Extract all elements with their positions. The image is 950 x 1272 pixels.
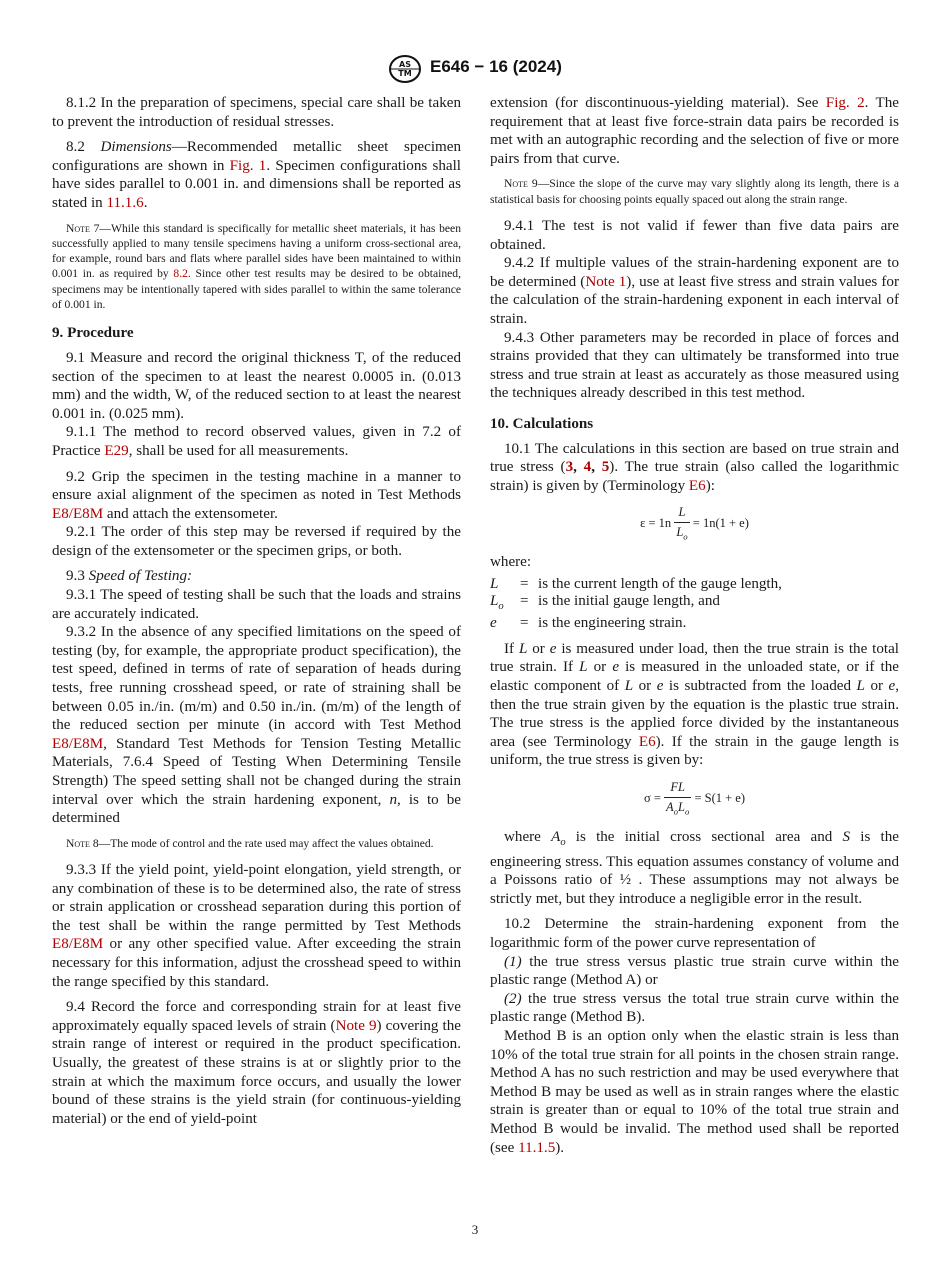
para-where-ao: where $A_o$ is the initial cross sectional area and S is the engineering stress. This equation assumes constancy of volume and a Poissons ratio of ½ . These assumptions may not always be strictly met, but they introduce a negligible error in the result. [490, 829, 899, 907]
para-9-3: 9.3 Speed of Testing: [66, 568, 193, 585]
para-10-2-item-2: (2) the true stress versus the total true strain curve within the plastic range (Method B). [490, 990, 899, 1026]
svg-text:AS: AS [399, 60, 411, 69]
astm-logo-icon [385, 54, 425, 84]
para-9-4-3: 9.4.3 Other parameters may be recorded in place of forces and strains provided that they can ultimately be transformed into true stress and true strain at least as accurately as those measured using the techniques already described in this test method. [490, 329, 899, 402]
def-row: $L_o$ = is the initial gauge length, and [490, 592, 720, 612]
section-9-heading: 9. Procedure [52, 325, 134, 342]
para-9-4-2: 9.4.2 If multiple values of the strain-hardening exponent are to be determined (Note 1), use at least five stress and strain values for the calculation of the strain-hardening exponent in each interval of strain. [490, 255, 899, 327]
para-9-4-1: 9.4.1 The test is not valid if fewer than five data pairs are obtained. [490, 217, 899, 253]
para-9-1: 9.1 Measure and record the original thickness T, of the reduced section of the specimen to at least the nearest 0.0005 in. (0.013 mm) and the width, W, of the reduced section to at least the nearest 0.001 in. (0.025 mm). [52, 349, 461, 422]
para-9-1-1: 9.1.1 The method to record observed values, given in 7.2 of Practice E29, shall be used for all measurements. [52, 424, 461, 459]
para-10-2: 10.2 Determine the strain-hardening exponent from the logarithmic form of the power curve representation of [490, 916, 899, 952]
where-label: where: [490, 554, 532, 571]
note-7: Note 7—While this standard is specifically for metallic sheet materials, it has been successfully applied to many tensile specimens having a uniform cross-sectional area, for example, round bars and flats where parallel sides have been maintained to within 0.001 in. as required by 8.2. Since other test results may be desired to be obtained, specimens may be intentionally tapered with sides parallel to within the same tolerance of 0.001 in. [52, 221, 461, 312]
document-designation: E646 − 16 (2024) [430, 57, 562, 76]
link-ref-5[interactable]: 5 [601, 459, 610, 476]
note-9: Note 9—Since the slope of the curve may vary slightly along its length, there is a statistical basis for choosing points equally spaced out along the strain range. [490, 177, 899, 206]
link-e8-3[interactable]: E8/E8M [52, 936, 104, 953]
link-e6[interactable]: E6 [688, 477, 706, 494]
svg-text:TM: TM [398, 69, 412, 78]
section-10-heading: 10. Calculations [490, 415, 594, 432]
para-10-1: 10.1 The calculations in this section are based on true strain and true stress (3, 4, 5). The true strain (also called the logarithmic strain) is given by (Terminology E6): [490, 440, 900, 494]
para-9-4: 9.4 Record the force and corresponding strain for at least five approximately equally spaced levels of strain (Note 9) covering the strain range of interest or required in the product specification. Usually, the greatest of these strains is at or slightly prior to the strain at which the maximum force occurs, and usually the lower bound of these strains is the yield strain (for continuous-yielding material) or the end of yield-point [52, 999, 461, 1127]
para-8-2: 8.2 Dimensions—Recommended metallic sheet specimen configurations are shown in Fig. 1. Specimen configurations shall have sides parallel to 0.001 in. and dimensions shall be reported as stated in 11.1.6. [52, 139, 461, 211]
def-row: e = is the engineering strain. [490, 614, 687, 631]
link-note-1[interactable]: Note 1 [585, 273, 627, 290]
link-11-1-5[interactable]: 11.1.5 [518, 1139, 556, 1156]
link-e29[interactable]: E29 [104, 442, 129, 459]
link-ref-4[interactable]: 4 [583, 459, 592, 476]
equation-true-stress: σ = $\frac{FL}{A_oL_o}$ = S(1 + e) [643, 780, 746, 817]
note-8: Note 8—The mode of control and the rate used may affect the values obtained. [66, 836, 434, 850]
para-8-1-2: 8.1.2 In the preparation of specimens, special care shall be taken to prevent the introduction of residual stresses. [52, 95, 461, 130]
link-e8[interactable]: E8/E8M [52, 505, 104, 522]
page-number: 3 [471, 1222, 479, 1237]
para-9-3-1: 9.3.1 The speed of testing shall be such that the loads and strains are accurately indicated. [52, 587, 461, 622]
link-e6-2[interactable]: E6 [638, 733, 656, 750]
para-9-3-2: 9.3.2 In the absence of any specified limitations on the speed of testing (by, for example, the appropriate product specification), the test speed, defined in terms of rate of separation of heads during tests, free running crosshead speed, or rate of straining shall be between 0.05 in./in. (m/m) and 0.50 in./in. (m/m) of the length of the reduced section per minute (in accord with Test Method E8/E8M, Standard Test Methods for Tension Testing Metallic Materials, 7.6.4 Speed of Testing When Determining Tensile Strength) The speed setting shall not be changed during the strain interval over which the strain hardening exponent, n, is to be determined [52, 624, 461, 827]
def-row: L = is the current length of the gauge length, [490, 575, 782, 592]
link-ref-3[interactable]: 3 [565, 459, 574, 476]
para-9-3-3: 9.3.3 If the yield point, yield-point elongation, yield strength, or any combination of these is to be determined also, the rate of stress or strain application or crosshead separation during this portion of the test shall be within the range permitted by Test Methods E8/E8M or any other specified value. After exceeding the strain necessary for this information, adjust the crosshead speed to within the range specified by this standard. [52, 862, 461, 990]
link-note-9[interactable]: Note 9 [335, 1017, 377, 1034]
link-fig-1[interactable]: Fig. 1 [229, 157, 267, 174]
variable-definitions [490, 576, 899, 632]
para-9-4-cont: extension (for discontinuous-yielding material). See Fig. 2. The requirement that at least five force-strain data pairs be recorded is met with an autographic recording and the selection of five or more pairs from that curve. [490, 95, 899, 167]
page-header [0, 54, 950, 86]
para-9-2-1: 9.2.1 The order of this step may be reversed if required by the design of the extensometer or the specimen grips, or both. [52, 524, 461, 559]
link-fig-2[interactable]: Fig. 2 [825, 95, 865, 111]
para-9-2: 9.2 Grip the specimen in the testing machine in a manner to ensure axial alignment of the specimen as noted in Test Methods E8/E8M and attach the extensometer. [52, 468, 461, 522]
left-column [52, 94, 461, 1135]
para-10-2-item-1: (1) the true stress versus plastic true strain curve within the plastic range (Method A) or [490, 953, 899, 989]
link-e8-2[interactable]: E8/E8M [52, 735, 104, 752]
equation-true-strain: ε = 1n $\frac{L}{L_o}$ = 1n(1 + e) [640, 505, 749, 542]
para-method-b: Method B is an option only when the elastic strain is less than 10% of the total true strain for all points in the chosen strain range. Method A has no such restriction and may be used everywhere that Method B may be used as well as in strain ranges where the elastic strain is greater than or equal to 10% of the total true strain and Method B would be invalid. The method used shall be reported (see 11.1.5). [490, 1028, 899, 1156]
para-if-l-or-e: If L or e is measured under load, then the true strain is the total true strain. If L or e is measured in the unloaded state, or if the elastic component of L or e is subtracted from the loaded L or e, then the true strain given by the equation is the plastic true strain. The true stress is the applied force divided by the instantaneous area (see Terminology E6). If the strain in the gauge length is uniform, the true stress is given by: [490, 640, 900, 769]
link-11-1-6[interactable]: 11.1.6 [106, 194, 144, 211]
link-8-2[interactable]: 8.2 [173, 267, 188, 281]
right-column [490, 94, 899, 1164]
